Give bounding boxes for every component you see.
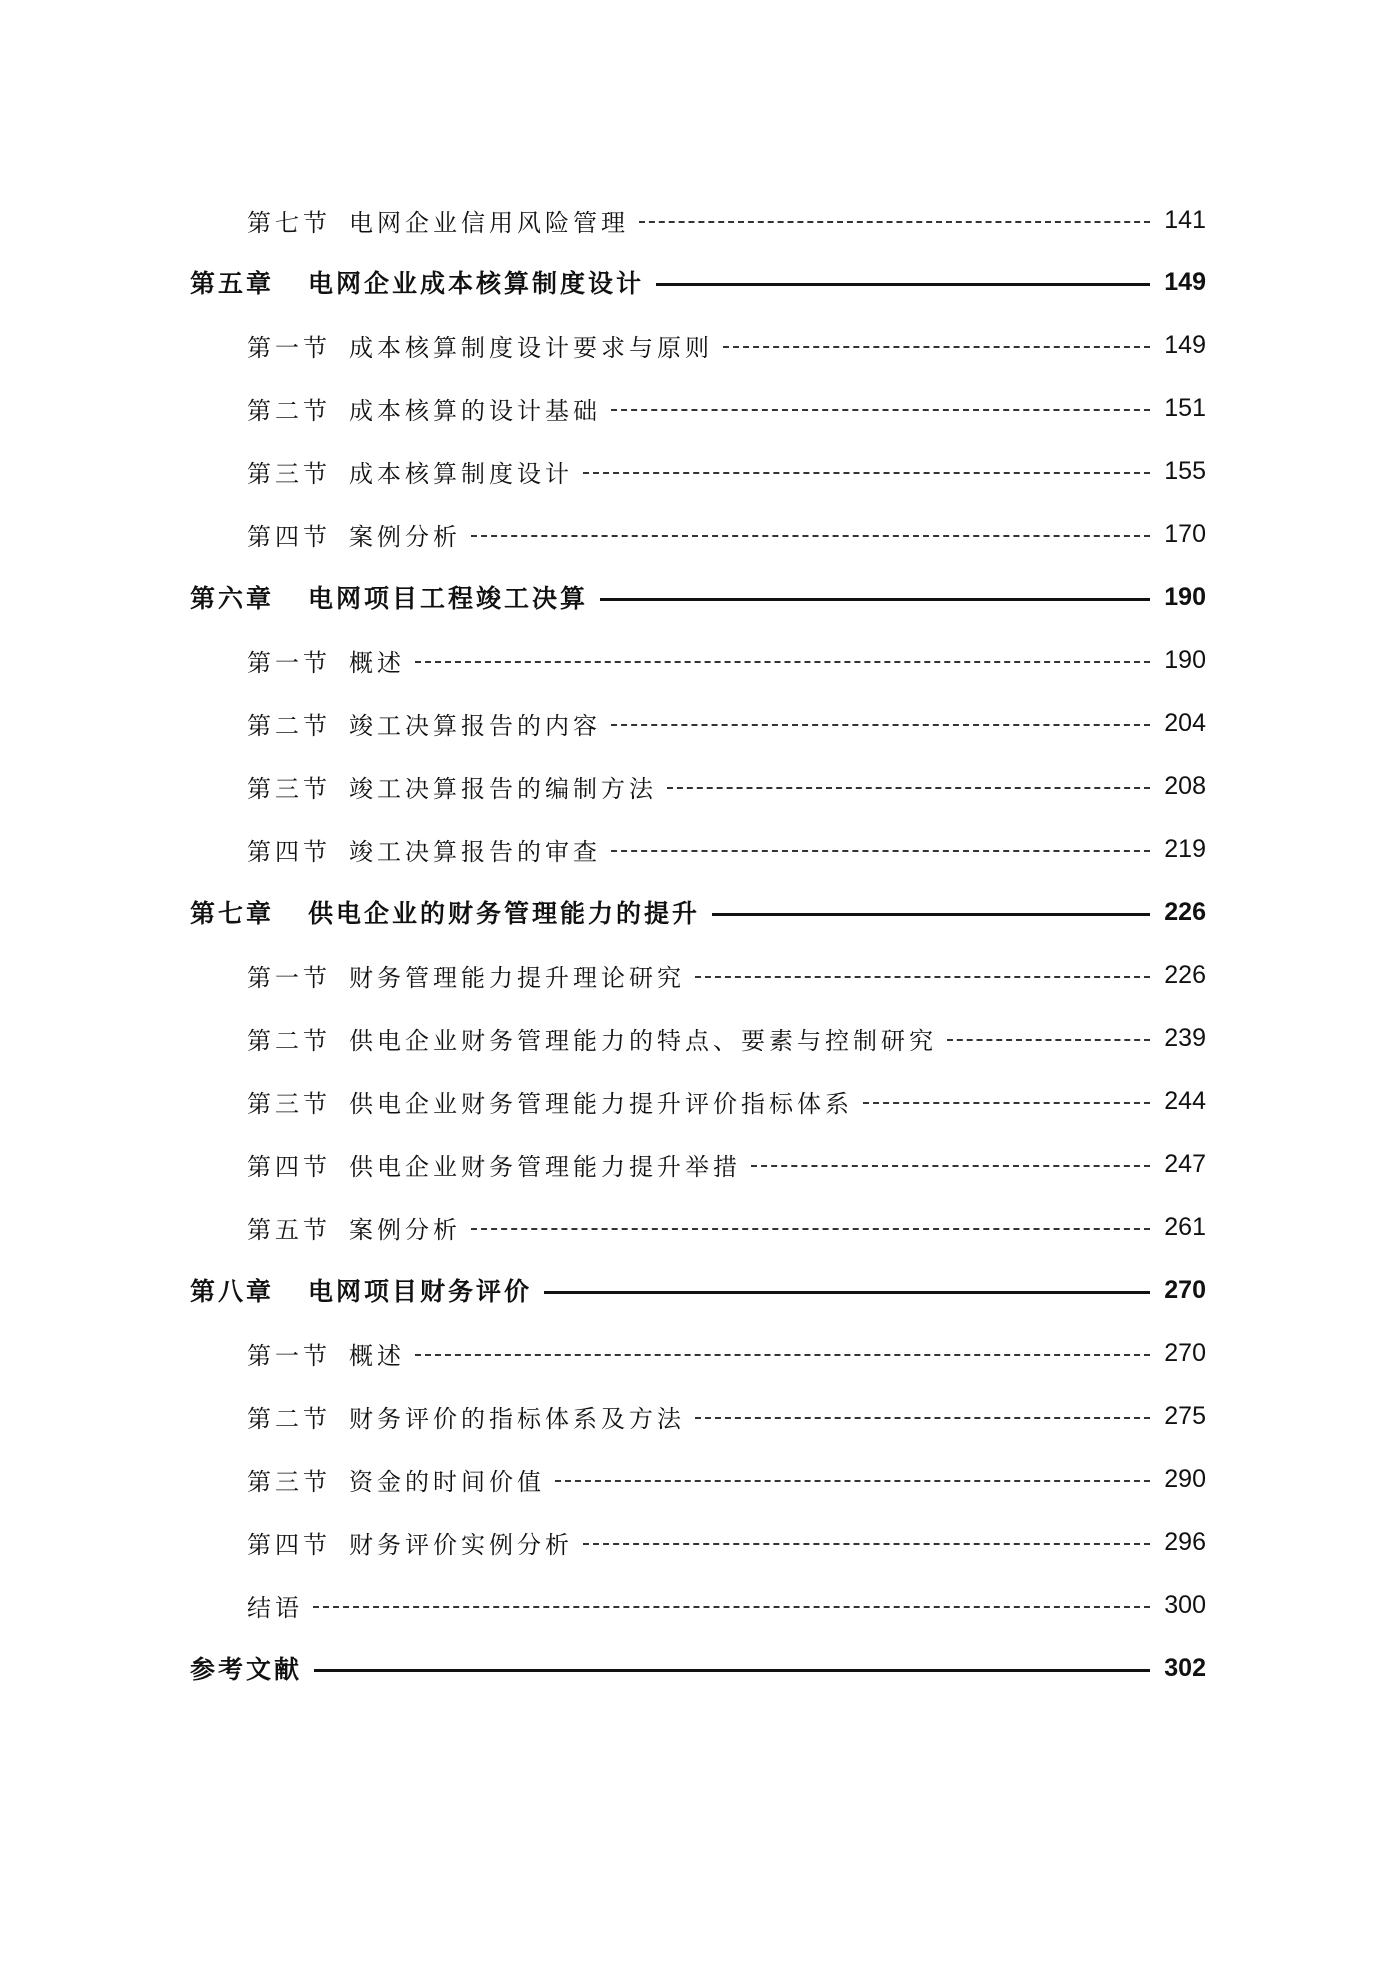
toc-entry[interactable]	[190, 1270, 1206, 1310]
toc-entry-title	[247, 1147, 741, 1182]
toc-entry-title	[247, 1084, 853, 1119]
toc-entry-title	[247, 391, 601, 426]
toc-entry-heading: 财务评价的指标体系及方法	[349, 1404, 685, 1433]
toc-entry-title	[190, 264, 644, 300]
toc-page-number: 219	[1164, 834, 1206, 863]
toc-entry[interactable]	[190, 577, 1206, 617]
toc-entry-heading: 电网项目工程竣工决算	[308, 584, 589, 613]
toc-entry-label: 第四节	[247, 1530, 331, 1559]
toc-leader-line	[583, 472, 1150, 474]
toc-page-number: 149	[1164, 267, 1206, 296]
toc-leader-line	[712, 913, 1150, 916]
toc-leader-line	[611, 724, 1150, 726]
toc-entry-references[interactable]	[190, 1648, 1206, 1688]
toc-entry[interactable]	[247, 703, 1206, 743]
toc-entry[interactable]	[247, 451, 1206, 491]
toc-entry-title	[247, 517, 461, 552]
toc-entry-label: 第二节	[247, 1404, 331, 1433]
toc-entry-label: 第七节	[247, 208, 331, 237]
toc-entry[interactable]	[247, 388, 1206, 428]
toc-page-number: 270	[1164, 1338, 1206, 1367]
toc-entry-label: 第五章	[190, 269, 275, 298]
toc-entry-label: 第四节	[247, 522, 331, 551]
toc-entry-label: 第二节	[247, 711, 331, 740]
toc-leader-line	[751, 1165, 1150, 1167]
toc-entry-label: 第三节	[247, 1089, 331, 1118]
toc-entry[interactable]	[247, 1459, 1206, 1499]
toc-entry-heading: 概述	[349, 648, 405, 677]
toc-entry-title	[247, 203, 629, 238]
toc-leader-line	[583, 1543, 1150, 1545]
toc-page-number: 151	[1164, 393, 1206, 422]
toc-entry-title	[247, 958, 685, 993]
toc-page-number: 270	[1164, 1275, 1206, 1304]
toc-entry-conclusion[interactable]	[247, 1585, 1206, 1625]
toc-entry-title	[190, 579, 588, 615]
toc-entry-heading: 供电企业财务管理能力提升评价指标体系	[349, 1089, 853, 1118]
toc-entry-label: 第三节	[247, 459, 331, 488]
toc-entry-heading: 参考文献	[190, 1655, 303, 1684]
toc-page-number: 226	[1164, 897, 1206, 926]
toc-entry-heading: 成本核算制度设计	[349, 459, 573, 488]
toc-page-number: 226	[1164, 960, 1206, 989]
toc-entry-title	[247, 832, 601, 867]
toc-entry-heading: 财务评价实例分析	[349, 1530, 573, 1559]
toc-entry[interactable]	[247, 200, 1206, 240]
toc-entry[interactable]	[247, 1522, 1206, 1562]
toc-entry-label: 第一节	[247, 1341, 331, 1370]
toc-entry-heading: 电网项目财务评价	[308, 1277, 533, 1306]
toc-entry[interactable]	[247, 1396, 1206, 1436]
toc-page-number: 261	[1164, 1212, 1206, 1241]
toc-entry-heading: 供电企业财务管理能力提升举措	[349, 1152, 741, 1181]
toc-page-number: 155	[1164, 456, 1206, 485]
toc-entry-heading: 竣工决算报告的编制方法	[349, 774, 657, 803]
toc-entry-heading: 竣工决算报告的内容	[349, 711, 601, 740]
toc-entry[interactable]	[247, 640, 1206, 680]
toc-entry-title	[247, 1021, 937, 1056]
toc-leader-line	[415, 1354, 1150, 1356]
toc-leader-line	[947, 1039, 1150, 1041]
toc-entry-title	[247, 1399, 685, 1434]
toc-entry-heading: 结语	[247, 1593, 303, 1622]
toc-entry[interactable]	[247, 514, 1206, 554]
toc-entry-title	[190, 894, 700, 930]
toc-leader-line	[667, 787, 1150, 789]
toc-entry-label: 第四节	[247, 837, 331, 866]
toc-leader-line	[314, 1669, 1150, 1672]
toc-page-number: 275	[1164, 1401, 1206, 1430]
toc-entry-heading: 电网企业信用风险管理	[349, 208, 629, 237]
toc-entry-label: 第一节	[247, 963, 331, 992]
toc-entry-title	[247, 1525, 573, 1560]
toc-entry-title	[247, 328, 713, 363]
toc-page-number: 290	[1164, 1464, 1206, 1493]
toc-entry-label: 第六章	[190, 584, 275, 613]
toc-entry-label: 第二节	[247, 1026, 331, 1055]
toc-entry[interactable]	[247, 1018, 1206, 1058]
toc-leader-line	[555, 1480, 1150, 1482]
toc-entry[interactable]	[247, 955, 1206, 995]
toc-entry-heading: 竣工决算报告的审查	[349, 837, 601, 866]
toc-entry-heading: 电网企业成本核算制度设计	[308, 269, 645, 298]
toc-entry-label: 第三节	[247, 1467, 331, 1496]
toc-leader-line	[695, 976, 1150, 978]
toc-entry-title	[247, 1210, 461, 1245]
toc-entry-heading: 资金的时间价值	[349, 1467, 545, 1496]
toc-leader-line	[863, 1102, 1150, 1104]
toc-entry-label: 第五节	[247, 1215, 331, 1244]
toc-entry-label: 第七章	[190, 899, 275, 928]
toc-page-number: 170	[1164, 519, 1206, 548]
toc-entry[interactable]	[247, 1081, 1206, 1121]
toc-page-number: 190	[1164, 582, 1206, 611]
toc-entry-title	[247, 1336, 405, 1371]
toc-entry-title	[247, 769, 657, 804]
toc-entry-title	[247, 643, 405, 678]
toc-page-number: 247	[1164, 1149, 1206, 1178]
toc-entry[interactable]	[247, 325, 1206, 365]
toc-entry[interactable]	[190, 892, 1206, 932]
toc-entry[interactable]	[247, 1333, 1206, 1373]
toc-page-number: 302	[1164, 1653, 1206, 1682]
toc-entry-heading: 财务管理能力提升理论研究	[349, 963, 685, 992]
toc-entry[interactable]	[247, 1144, 1206, 1184]
toc-entry[interactable]	[190, 262, 1206, 302]
toc-entry-label: 第一节	[247, 333, 331, 362]
toc-entry-label: 第四节	[247, 1152, 331, 1181]
toc-entry-heading: 供电企业财务管理能力的特点、要素与控制研究	[349, 1026, 937, 1055]
toc-leader-line	[471, 535, 1150, 537]
toc-entry[interactable]	[247, 1207, 1206, 1247]
toc-entry-title	[247, 706, 601, 741]
toc-leader-line	[611, 850, 1150, 852]
toc-entry-title	[247, 1588, 303, 1623]
toc-leader-line	[415, 661, 1150, 663]
toc-entry-title	[190, 1650, 302, 1686]
toc-entry-heading: 案例分析	[349, 1215, 461, 1244]
toc-leader-line	[695, 1417, 1150, 1419]
toc-leader-line	[656, 283, 1150, 286]
toc-entry-heading: 概述	[349, 1341, 405, 1370]
toc-leader-line	[723, 346, 1150, 348]
toc-page-number: 239	[1164, 1023, 1206, 1052]
toc-page-number: 141	[1164, 205, 1206, 234]
toc-entry-label: 第二节	[247, 396, 331, 425]
toc-entry-title	[247, 454, 573, 489]
toc-entry-label: 第三节	[247, 774, 331, 803]
toc-entry-heading: 案例分析	[349, 522, 461, 551]
toc-leader-line	[313, 1606, 1150, 1608]
toc-page-number: 296	[1164, 1527, 1206, 1556]
toc-leader-line	[471, 1228, 1150, 1230]
toc-entry-label: 第八章	[190, 1277, 275, 1306]
toc-page-number: 204	[1164, 708, 1206, 737]
toc-page-number: 208	[1164, 771, 1206, 800]
toc-entry-title	[247, 1462, 545, 1497]
toc-page-number: 149	[1164, 330, 1206, 359]
toc-entry-heading: 成本核算制度设计要求与原则	[349, 333, 713, 362]
toc-leader-line	[544, 1291, 1150, 1294]
toc-entry[interactable]	[247, 766, 1206, 806]
toc-leader-line	[600, 598, 1150, 601]
toc-leader-line	[639, 221, 1150, 223]
toc-entry-heading: 成本核算的设计基础	[349, 396, 601, 425]
toc-page-number: 244	[1164, 1086, 1206, 1115]
toc-entry-heading: 供电企业的财务管理能力的提升	[308, 899, 701, 928]
toc-entry[interactable]	[247, 829, 1206, 869]
toc-entry-title	[190, 1272, 532, 1308]
toc-leader-line	[611, 409, 1150, 411]
toc-page-number: 300	[1164, 1590, 1206, 1619]
toc-entry-label: 第一节	[247, 648, 331, 677]
toc-page-number: 190	[1164, 645, 1206, 674]
